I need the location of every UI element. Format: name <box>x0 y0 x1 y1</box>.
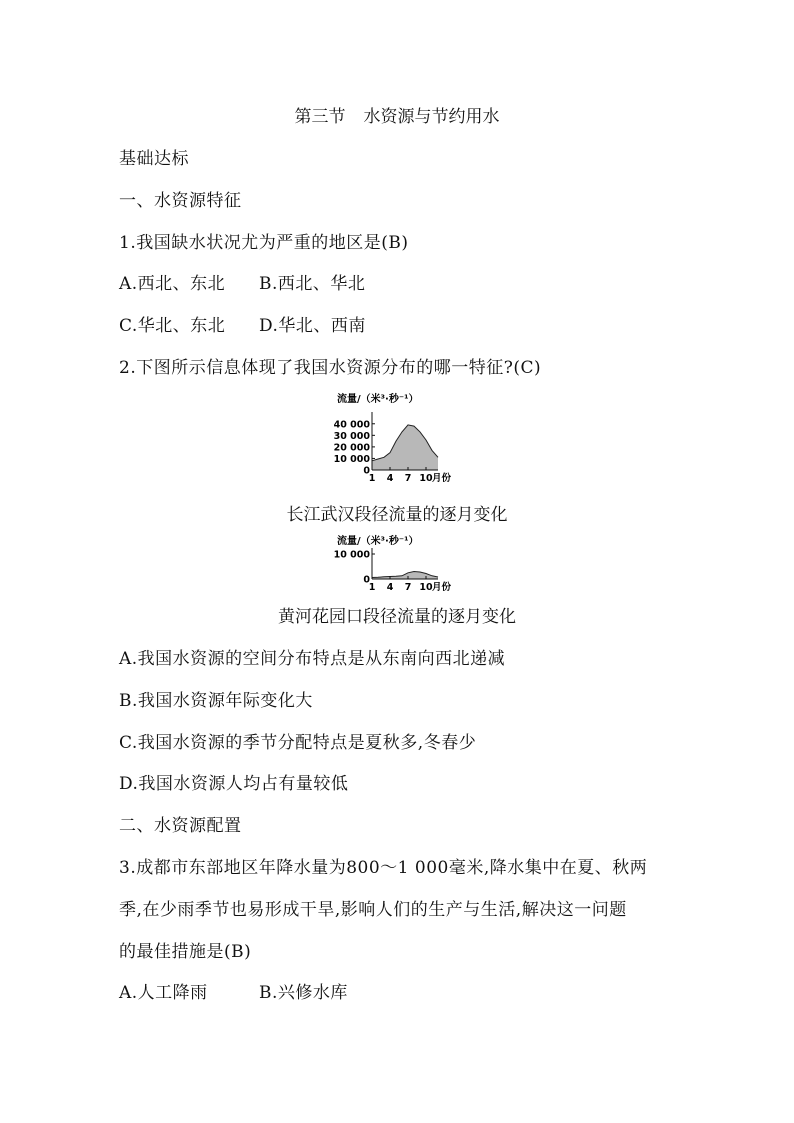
q1-option-d: D.华北、西南 <box>259 316 366 336</box>
chart1-area <box>372 425 438 470</box>
chart1-x-tick-label: 1 <box>368 473 376 484</box>
section-basic: 基础达标 <box>119 149 189 169</box>
q1-stem: 1.我国缺水状况尤为严重的地区是(B) <box>119 233 409 253</box>
chart1-x-tick-label: 10 <box>419 473 433 484</box>
q1-option-a: A.西北、东北 <box>119 274 226 294</box>
chart1-x-tick-label: 4 <box>386 473 394 484</box>
q1-option-b: B.西北、华北 <box>259 274 366 294</box>
chart2-y-tick-label: 10 000 <box>333 549 370 561</box>
q1-option-c: C.华北、东北 <box>119 316 226 336</box>
chart1-y-tick-label: 30 000 <box>333 430 370 442</box>
q3-line-1: 3.成都市东部地区年降水量为800～1 000毫米,降水集中在夏、秋两 <box>119 858 648 878</box>
title-topic: 水资源与节约用水 <box>363 107 500 127</box>
chart1-caption: 长江武汉段径流量的逐月变化 <box>286 505 508 525</box>
q3-line-3: 的最佳措施是(B) <box>119 942 252 962</box>
chart1-y-tick-label: 0 <box>363 465 370 477</box>
chart2-x-tick-label: 4 <box>386 582 394 593</box>
chart1-x-tick-label: 7 <box>404 473 412 484</box>
q3-option-a: A.人工降雨 <box>119 983 208 1003</box>
chart2-area <box>372 572 438 580</box>
heading-water-features: 一、水资源特征 <box>119 191 242 211</box>
q2-option-a: A.我国水资源的空间分布特点是从东南向西北递减 <box>119 649 506 669</box>
q2-option-d: D.我国水资源人均占有量较低 <box>119 774 349 794</box>
chart2-y-tick-label: 0 <box>363 574 370 586</box>
q2-option-b: B.我国水资源年际变化大 <box>119 691 313 711</box>
chart2-x-tick-label: 1 <box>368 582 376 593</box>
chart2-x-tick-label: 10 <box>419 582 433 593</box>
heading-water-allocation: 二、水资源配置 <box>119 816 242 836</box>
yangtze-runoff-chart <box>325 388 475 488</box>
chart1-ylabel: 流量/（米³·秒⁻¹） <box>337 394 419 405</box>
chart1-y-tick-label: 40 000 <box>333 419 370 431</box>
chart1-y-tick-label: 10 000 <box>333 453 370 465</box>
q2-stem: 2.下图所示信息体现了我国水资源分布的哪一特征?(C) <box>119 358 542 378</box>
chart2-x-tick-label: 7 <box>404 582 412 593</box>
chart2-xlabel: 月份 <box>432 582 452 593</box>
q3-option-b: B.兴修水库 <box>259 983 348 1003</box>
chart2-caption: 黄河花园口段径流量的逐月变化 <box>278 607 516 627</box>
chart1-y-tick-label: 20 000 <box>333 442 370 454</box>
chart1-xlabel: 月份 <box>432 473 452 484</box>
chart2-ylabel: 流量/（米³·秒⁻¹） <box>337 536 419 547</box>
q3-line-2: 季,在少雨季节也易形成干旱,影响人们的生产与生活,解决这一问题 <box>119 900 627 920</box>
page-title <box>0 106 794 128</box>
q2-option-c: C.我国水资源的季节分配特点是夏秋多,冬春少 <box>119 733 477 753</box>
yellow-river-runoff-chart <box>325 530 475 596</box>
title-section: 第三节 <box>294 107 346 127</box>
